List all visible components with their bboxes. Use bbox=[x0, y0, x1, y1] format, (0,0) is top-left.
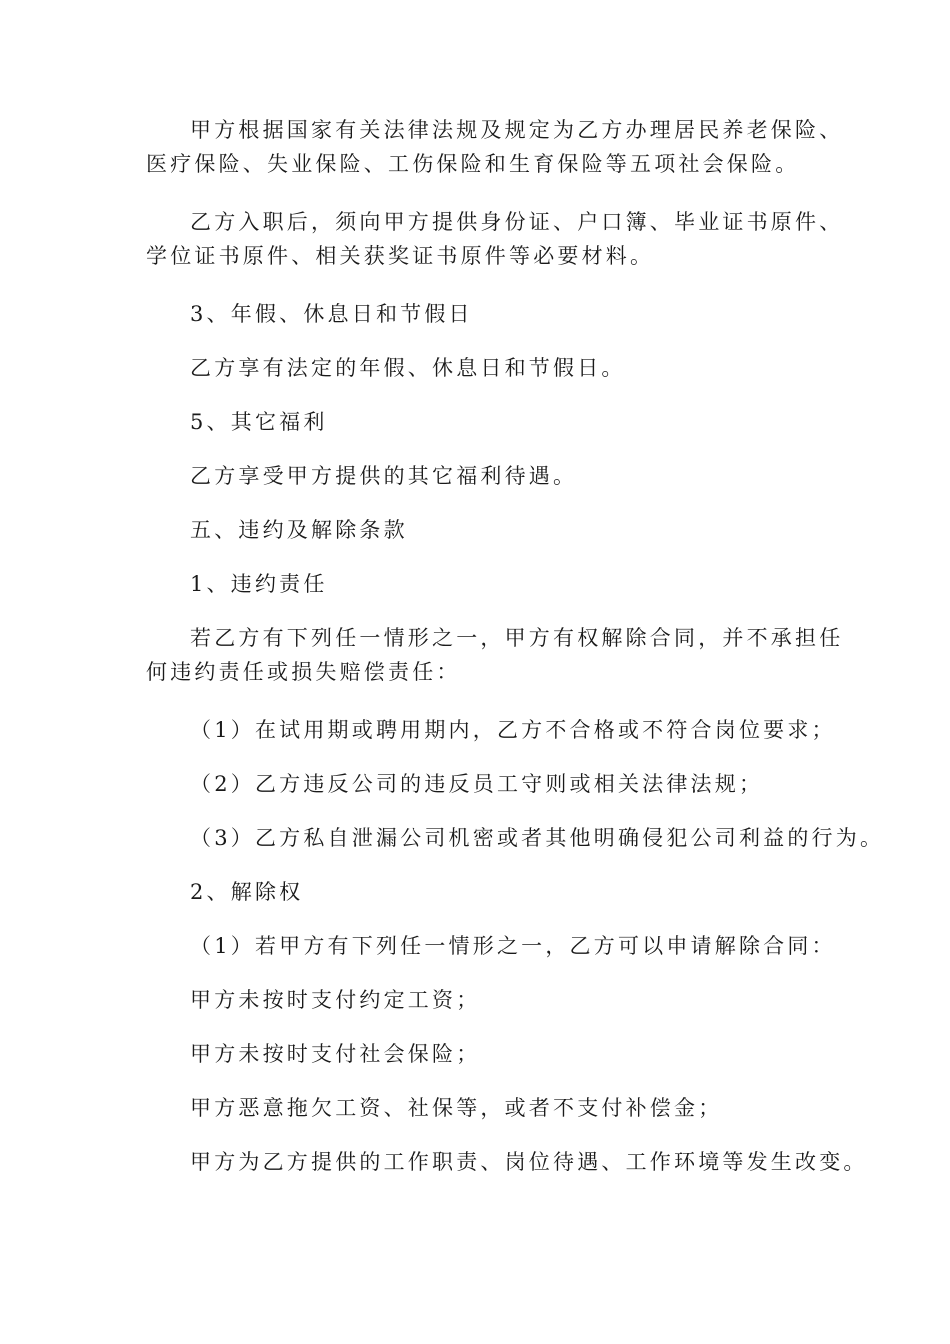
list-item-breach-3 bbox=[146, 821, 885, 855]
text-line: 甲方根据国家有关法律法规及规定为乙方办理居民养老保险、 bbox=[190, 118, 844, 142]
text-line: （1）在试用期或聘用期内，乙方不合格或不符合岗位要求； bbox=[190, 718, 836, 742]
text-line: 何违约责任或损失赔偿责任： bbox=[146, 660, 461, 684]
list-item-arrears bbox=[146, 1091, 826, 1125]
text-line: 乙方入职后，须向甲方提供身份证、户口簿、毕业证书原件、 bbox=[190, 210, 844, 234]
text-line: 甲方未按时支付社会保险； bbox=[190, 1042, 481, 1066]
list-item-termination-1 bbox=[146, 929, 836, 963]
list-item-breach-1 bbox=[146, 713, 836, 747]
text-line: （2）乙方违反公司的违反员工守则或相关法律法规； bbox=[190, 772, 764, 796]
paragraph-required-documents bbox=[146, 205, 844, 273]
heading-other-benefits bbox=[146, 405, 826, 439]
heading-breach-liability bbox=[146, 567, 826, 601]
text-line: （3）乙方私自泄漏公司机密或者其他明确侵犯公司利益的行为。 bbox=[190, 826, 885, 850]
text-line: 3、年假、休息日和节假日 bbox=[190, 302, 473, 326]
text-line: 甲方未按时支付约定工资； bbox=[190, 988, 481, 1012]
text-line: 5、其它福利 bbox=[190, 410, 328, 434]
heading-annual-leave bbox=[146, 297, 826, 331]
list-item-unpaid-insurance bbox=[146, 1037, 826, 1071]
text-line: 五、违约及解除条款 bbox=[190, 518, 408, 542]
list-item-unpaid-wages bbox=[146, 983, 826, 1017]
text-line: 1、违约责任 bbox=[190, 572, 328, 596]
text-line: 甲方恶意拖欠工资、社保等，或者不支付补偿金； bbox=[190, 1096, 723, 1120]
text-line: 乙方享受甲方提供的其它福利待遇。 bbox=[190, 464, 578, 488]
paragraph-breach-conditions bbox=[146, 621, 844, 689]
paragraph-other-benefits bbox=[146, 459, 826, 493]
heading-breach-termination bbox=[146, 513, 826, 547]
text-line: 2、解除权 bbox=[190, 880, 304, 904]
text-line: 甲方为乙方提供的工作职责、岗位待遇、工作环境等发生改变。 bbox=[190, 1150, 868, 1174]
list-item-breach-2 bbox=[146, 767, 826, 801]
text-line: （1）若甲方有下列任一情形之一，乙方可以申请解除合同： bbox=[190, 934, 836, 958]
heading-termination-right bbox=[146, 875, 826, 909]
text-line: 若乙方有下列任一情形之一，甲方有权解除合同，并不承担任 bbox=[190, 626, 844, 650]
text-line: 医疗保险、失业保险、工伤保险和生育保险等五项社会保险。 bbox=[146, 152, 800, 176]
paragraph-annual-leave bbox=[146, 351, 826, 385]
text-line: 学位证书原件、相关获奖证书原件等必要材料。 bbox=[146, 244, 655, 268]
list-item-job-change bbox=[146, 1145, 868, 1179]
text-line: 乙方享有法定的年假、休息日和节假日。 bbox=[190, 356, 626, 380]
paragraph-social-insurance bbox=[146, 113, 844, 181]
